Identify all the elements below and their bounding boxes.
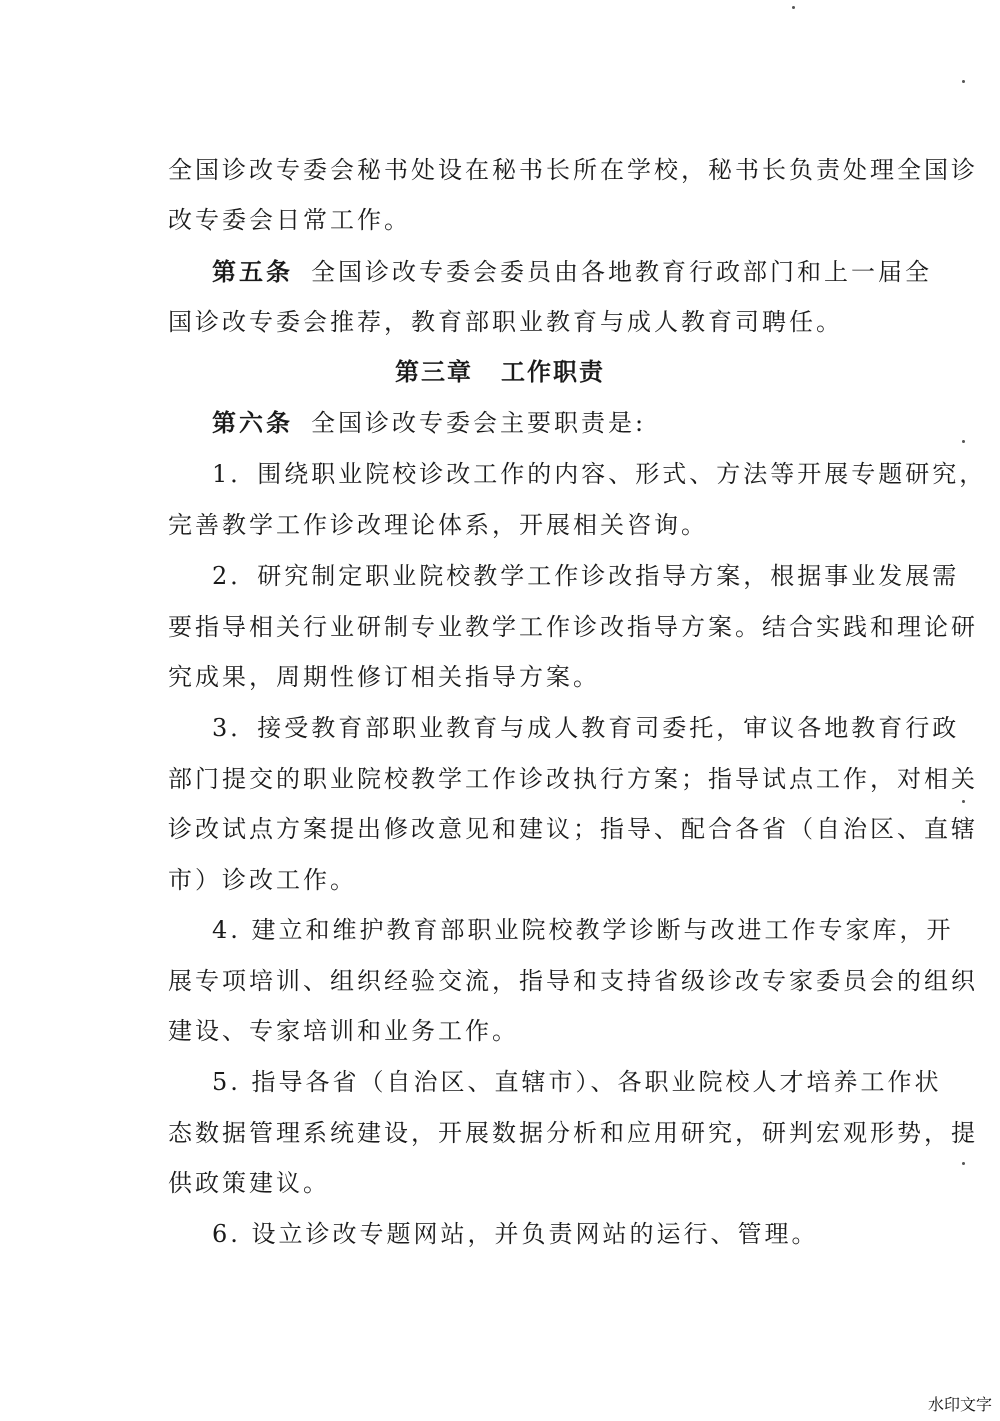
list-item-5-line: 态数据管理系统建设，开展数据分析和应用研究，研判宏观形势，提	[168, 1119, 978, 1147]
paragraph-line: 国诊改专委会推荐，教育部职业教育与成人教育司聘任。	[168, 308, 843, 336]
list-item-2-line: 要指导相关行业研制专业教学工作诊改指导方案。结合实践和理论研	[168, 613, 978, 641]
article-6-line	[212, 408, 646, 438]
article-6-label: 第六条	[212, 408, 293, 437]
list-item-4-line: 4. 建立和维护教育部职业院校教学诊断与改进工作专家库，开	[212, 916, 954, 944]
list-item-5-line: 供政策建议。	[168, 1169, 330, 1197]
list-item-4-line: 建设、专家培训和业务工作。	[168, 1017, 519, 1045]
scan-speck	[962, 800, 965, 803]
article-6-text: 全国诊改专委会主要职责是:	[311, 409, 647, 437]
watermark-text: 水印文字	[928, 1392, 992, 1415]
list-item-3-line: 3．接受教育部职业教育与成人教育司委托，审议各地教育行政	[212, 714, 960, 742]
article-5-line	[212, 257, 932, 287]
chapter-number: 第三章	[395, 357, 473, 386]
list-item-1-line: 1．围绕职业院校诊改工作的内容、形式、方法等开展专题研究，	[212, 460, 987, 488]
scan-speck	[962, 440, 965, 443]
scan-speck	[962, 1162, 965, 1165]
paragraph-line: 全国诊改专委会秘书处设在秘书长所在学校，秘书长负责处理全国诊	[168, 156, 978, 184]
list-item-3-line: 市）诊改工作。	[168, 866, 357, 894]
scan-speck	[792, 6, 795, 9]
list-item-2-line: 2．研究制定职业院校教学工作诊改指导方案，根据事业发展需	[212, 562, 960, 590]
scan-speck	[962, 80, 965, 83]
article-5-label: 第五条	[212, 257, 293, 286]
chapter-heading	[0, 357, 1000, 387]
chapter-title: 工作职责	[501, 357, 605, 386]
list-item-3-line: 部门提交的职业院校教学工作诊改执行方案；指导试点工作，对相关	[168, 765, 978, 793]
list-item-3-line: 诊改试点方案提出修改意见和建议；指导、配合各省（自治区、直辖	[168, 815, 978, 843]
paragraph-line: 改专委会日常工作。	[168, 206, 411, 234]
article-5-text: 全国诊改专委会委员由各地教育行政部门和上一届全	[311, 258, 932, 286]
list-item-6-line: 6. 设立诊改专题网站，并负责网站的运行、管理。	[212, 1220, 819, 1248]
list-item-4-line: 展专项培训、组织经验交流，指导和支持省级诊改专家委员会的组织	[168, 967, 978, 995]
list-item-1-line: 完善教学工作诊改理论体系，开展相关咨询。	[168, 511, 708, 539]
list-item-5-line: 5. 指导各省（自治区、直辖市）、各职业院校人才培养工作状	[212, 1068, 942, 1096]
list-item-2-line: 究成果，周期性修订相关指导方案。	[168, 663, 600, 691]
